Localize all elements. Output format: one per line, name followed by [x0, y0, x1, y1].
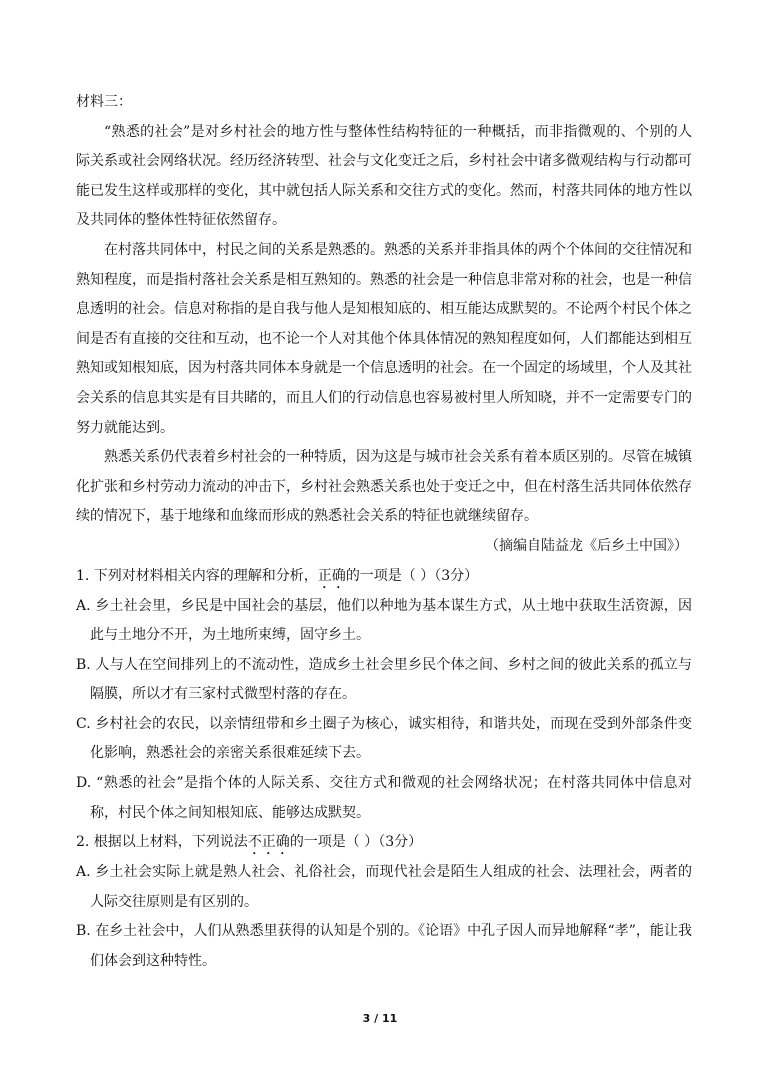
- source-citation: （摘编自陆益龙《后乡土中国》）: [485, 537, 688, 554]
- question-1-stem-post: 的一项是（ ）（3分）: [345, 567, 479, 584]
- question-2-emphasis: 不正确: [247, 834, 290, 851]
- question-1-option-b: B. 人与人在空间排列上的不流动性，造成乡土社会里乡民个体之间、乡村之间的彼此关系的孤立与隔膜，所以才有三家村式微型村落的存在。: [76, 656, 692, 703]
- paragraph-3: 熟悉关系仍代表着乡村社会的一种特质，因为这是与城市社会关系有着本质区别的。尽管在城镇化扩张和乡村劳动力流动的冲击下，乡村社会熟悉关系也处于变迁之中，但在村落生活共同体依然存续的情况下，基于地缘和血缘而形成的熟悉社会关系的特征也就继续留存。: [76, 449, 692, 525]
- question-2-stem-post: 的一项是（ ）（3分）: [289, 834, 423, 851]
- paragraph-1: “熟悉的社会”是对乡村社会的地方性与整体性结构特征的一种概括，而非指微观的、个别的人际关系或社会网络状况。经历经济转型、社会与文化变迁之后，乡村社会中诸多微观结构与行动都可能已发生这样或那样的变化，其中就包括人际关系和交往方式的变化。然而，村落共同体的地方性以及共同体的整体性特征依然留存。: [76, 123, 692, 229]
- question-1-stem: [76, 562, 692, 592]
- paragraph-2: 在村落共同体中，村民之间的关系是熟悉的。熟悉的关系并非指具体的两个个体间的交往情况和熟知程度，而是指村落社会关系是相互熟知的。熟悉的社会是一种信息非常对称的社会，也是一种信息透明的社会。信息对称指的是自我与他人是知根知底的、相互能达成默契的。不论两个村民个体之间是否有直接的交往和互动，也不论一个人对其他个体具体情况的熟知程度如何，人们都能达到相互熟知或知根知底，因为村落共同体本身就是一个信息透明的社会。在一个固定的场域里，个人及其社会关系的信息其实是有目共睹的，而且人们的行动信息也容易被村里人所知晓，并不一定需要专门的努力就能达到。: [76, 241, 692, 436]
- question-1-emphasis: 正确: [317, 567, 346, 584]
- question-2-stem-pre: 2. 根据以上材料，下列说法: [76, 834, 248, 851]
- question-1-stem-pre: 1. 下列对材料相关内容的理解和分析，: [76, 567, 318, 584]
- question-1-option-a: A. 乡土社会里，乡民是中国社会的基层，他们以种地为基本谋生方式，从土地中获取生活资源，因此与土地分不开，为土地所束缚，固守乡土。: [76, 597, 692, 644]
- question-1-option-c: C. 乡村社会的农民，以亲情纽带和乡土圈子为核心，诚实相待，和谐共处，而现在受到外部条件变化影响，熟悉社会的亲密关系很难延续下去。: [76, 715, 692, 762]
- material-heading: 材料三：: [76, 94, 132, 110]
- question-2-option-a: A. 乡土社会实际上就是熟人社会、礼俗社会，而现代社会是陌生人组成的社会、法理社会，两者的人际交往原则是有区别的。: [76, 864, 692, 910]
- question-2-option-b: B. 在乡土社会中，人们从熟悉里获得的认知是个别的。《论语》中孔子因人而异地解释“孝”，能让我们体会到这种特性。: [76, 923, 692, 970]
- question-1-option-d: D. “熟悉的社会”是指个体的人际关系、交往方式和微观的社会网络状况；在村落共同体中信息对称，村民个体之间知根知底、能够达成默契。: [76, 775, 692, 821]
- page-content: [76, 88, 692, 977]
- page-number: 3 / 11: [362, 1012, 398, 1025]
- question-2-stem: [76, 828, 692, 858]
